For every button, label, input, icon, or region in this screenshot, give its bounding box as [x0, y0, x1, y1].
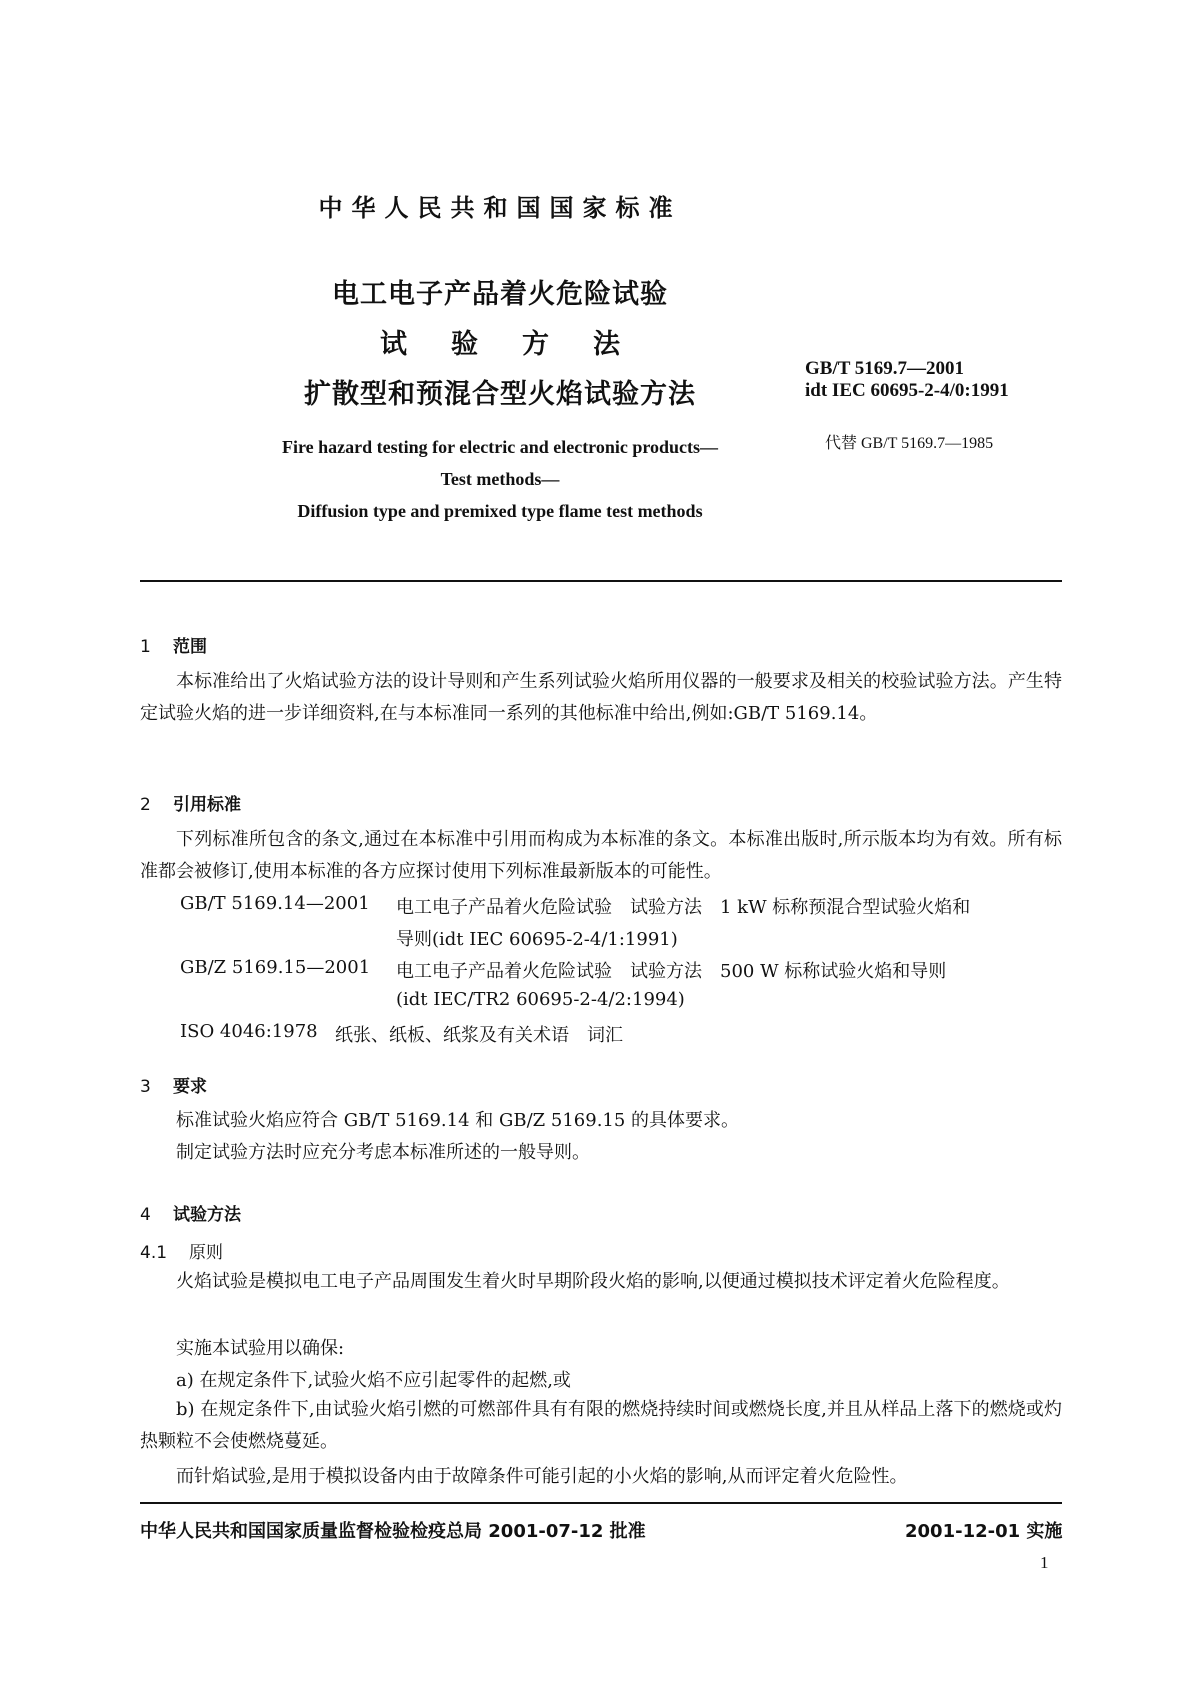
section-title: 试验方法 — [173, 1205, 241, 1225]
footer-divider — [140, 1502, 1062, 1504]
section-1-heading — [140, 632, 207, 657]
section-3-line-2: 制定试验方法时应充分考虑本标准所述的一般导则。 — [176, 1142, 590, 1163]
header-divider — [140, 580, 1062, 582]
reference-code: GB/T 5169.14—2001 — [180, 893, 370, 914]
section-number: 2 — [140, 795, 151, 815]
section-3-heading — [140, 1072, 207, 1097]
title-en-line-1: Fire hazard testing for electric and electronic products— — [281, 437, 719, 457]
section-number: 3 — [140, 1077, 151, 1097]
approval-line: 中华人民共和国国家质量监督检验检疫总局 2001-07-12 批准 — [140, 1521, 646, 1542]
reference-title-continuation: (idt IEC/TR2 60695-2-4/2:1994) — [396, 989, 685, 1010]
subsection-4-1-heading — [140, 1238, 223, 1263]
section-2-paragraph: 下列标准所包含的条文,通过在本标准中引用而构成为本标准的条文。本标准出版时,所示版本均为有效。所有标准都会被修订,使用本标准的各方应探讨使用下列标准最新版本的可能性。 — [140, 829, 1062, 882]
subsection-title: 原则 — [189, 1243, 223, 1263]
section-4-heading — [140, 1200, 241, 1225]
ensure-line: 实施本试验用以确保: — [176, 1338, 345, 1359]
section-1-paragraph: 本标准给出了火焰试验方法的设计导则和产生系列试验火焰所用仪器的一般要求及相关的校验试验方法。产生特定试验火焰的进一步详细资料,在与本标准同一系列的其他标准中给出,例如:GB/T 5169.14。 — [140, 671, 1062, 724]
section-title: 范围 — [173, 637, 207, 657]
section-number: 1 — [140, 637, 151, 657]
reference-title-continuation: 导则(idt IEC 60695-2-4/1:1991) — [396, 929, 678, 950]
reference-code: ISO 4046:1978 — [180, 1021, 318, 1042]
reference-code: GB/Z 5169.15—2001 — [180, 957, 371, 978]
national-standard-title: 中华人民共和国国家标准 — [318, 194, 682, 222]
title-cn-line-3: 扩散型和预混合型火焰试验方法 — [304, 379, 696, 410]
replaces-note: 代替 GB/T 5169.7—1985 — [825, 435, 994, 452]
section-2-heading — [140, 790, 241, 815]
section-number: 4 — [140, 1205, 151, 1225]
section-title: 要求 — [173, 1077, 207, 1097]
title-en-line-2: Test methods— — [440, 469, 560, 489]
section-4-1-paragraph: 火焰试验是模拟电工电子产品周围发生着火时早期阶段火焰的影响,以便通过模拟技术评定着火危险程度。 — [176, 1271, 1010, 1292]
reference-title: 纸张、纸板、纸浆及有关术语 词汇 — [335, 1025, 623, 1046]
reference-title: 电工电子产品着火危险试验 试验方法 500 W 标称试验火焰和导则 — [396, 961, 947, 982]
idt-code: idt IEC 60695-2-4/0:1991 — [805, 380, 1009, 401]
section-title: 引用标准 — [173, 795, 241, 815]
implementation-date: 2001-12-01 实施 — [905, 1521, 1063, 1542]
subsection-number: 4.1 — [140, 1243, 168, 1263]
section-3-line-1: 标准试验火焰应符合 GB/T 5169.14 和 GB/Z 5169.15 的具体要求。 — [176, 1110, 740, 1131]
title-cn-line-2: 试验方法 — [380, 329, 664, 360]
reference-title: 电工电子产品着火危险试验 试验方法 1 kW 标称预混合型试验火焰和 — [396, 897, 971, 918]
standard-code: GB/T 5169.7—2001 — [805, 358, 965, 379]
page-number: 1 — [1040, 1553, 1049, 1572]
title-en-line-3: Diffusion type and premixed type flame test methods — [297, 501, 703, 521]
item-b: b) 在规定条件下,由试验火焰引燃的可燃部件具有有限的燃烧持续时间或燃烧长度,并且从样品上落下的燃烧或灼热颗粒不会使燃烧蔓延。 — [140, 1399, 1062, 1452]
item-a: a) 在规定条件下,试验火焰不应引起零件的起燃,或 — [176, 1370, 571, 1391]
title-cn-line-1: 电工电子产品着火危险试验 — [332, 279, 668, 310]
needle-flame-paragraph: 而针焰试验,是用于模拟设备内由于故障条件可能引起的小火焰的影响,从而评定着火危险性。 — [176, 1466, 908, 1487]
